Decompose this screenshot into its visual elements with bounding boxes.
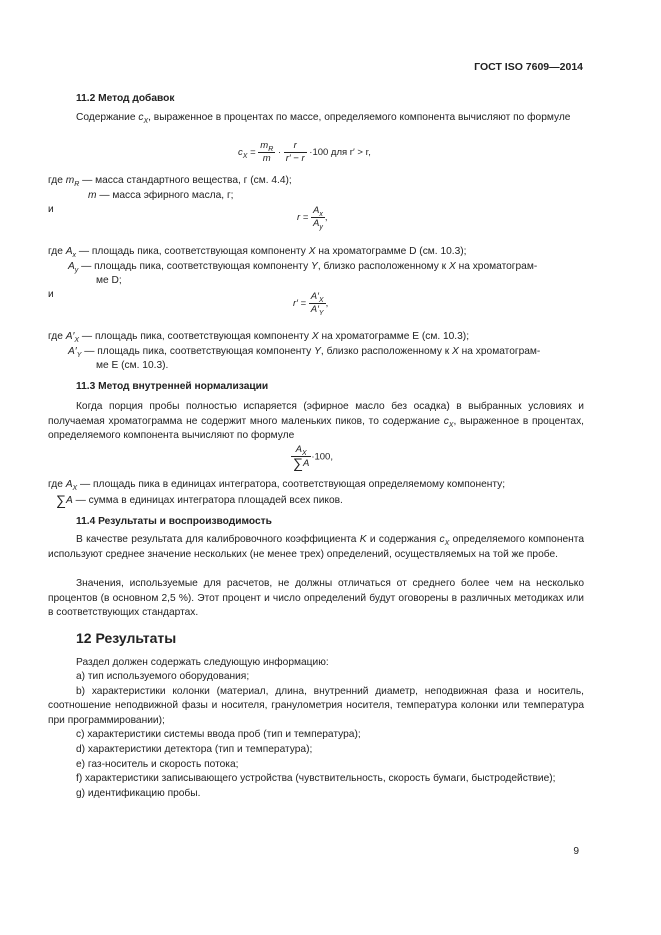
where-block-2: где $A_x$ — площадь пика, соответствующая компоненту X на хроматограмме D (см. 10.3); $A_y$ — площадь пика, соответствующая компоненту Y, близко расположенному к X на хроматограм- ме D; (48, 246, 538, 287)
results-list (48, 670, 584, 801)
list-item: c) характеристики системы ввода проб (тип и температура); (76, 729, 361, 741)
list-item: e) газ-носитель и скорость потока; (76, 758, 239, 770)
paragraph-11-4-2: Значения, используемые для расчетов, не должны отличаться от среднего более чем на несколько процентов (в основном 2,5 %). Этот процент и число определений будут оговорены в различных методиках или в соответствующих стандартах. (48, 578, 584, 619)
paragraph-11-4-1: В качестве результата для калибровочного коэффициента K и содержания $c_X$ определяемого компонента используют среднее значение нескольких (не менее трех) определений, осуществляемых на той же пробе. (48, 534, 584, 560)
list-item: d) характеристики детектора (тип и температура); (76, 743, 313, 755)
list-item: а) тип используемого оборудования; (76, 671, 250, 682)
paragraph-12-intro: Раздел должен содержать следующую информацию: (76, 657, 329, 668)
where-block-1: где $m_R$ — масса стандартного вещества, г (см. 4.4); m — масса эфирного масла, г; (48, 175, 292, 201)
where-block-3: где $A'_X$ — площадь пика, соответствующая компоненту X на хроматограмме E (см. 10.3); $A'_Y$ — площадь пика, соответствующая компоненту Y, близко расположенному к X на хроматограм- ме E (см. 10.3). (48, 331, 541, 372)
list-item: f) характеристики записывающего устройства (чувствительность, скорость бумаги, быстродействие); (76, 773, 556, 785)
conjunction-and-2: и (48, 289, 54, 300)
formula-r-prime: r′ = $\frac{A'_X}{A'_Y}$ , (293, 291, 329, 317)
list-item: g) идентификацию пробы. (76, 787, 201, 799)
section-heading-11-2: 11.2 Метод добавок (76, 93, 175, 104)
where-block-4: где $A_X$ — площадь пика в единицах интегратора, соответствующая определяемому компоненту; ∑A — сумма в единицах интегратора площадей всех пиков. (48, 479, 506, 508)
section-heading-12: 12 Результаты (76, 630, 177, 646)
paragraph-11-2: Содержание $c_X$, выраженное в процентах по массе, определяемого компонента вычисляют по формуле (76, 112, 571, 125)
formula-cx: $c_X$ = $\frac{m_R}{m}$ · $\frac{r}{r' - r}$ ·100 для r′ > r, (238, 140, 371, 164)
formula-normalization: $\frac{A_X}{\sum A}$ ·100, (293, 444, 333, 471)
section-heading-11-4: 11.4 Результаты и воспроизводимость (76, 516, 272, 527)
list-item: b) характеристики колонки (материал, длина, внутренний диаметр, неподвижная фаза и носитель, соотношение неподвижной фазы и носителя, гранулометрия носителя, температура колонки или температура при программировании); (48, 685, 584, 726)
page-number: 9 (573, 846, 579, 857)
section-heading-11-3: 11.3 Метод внутренней нормализации (76, 381, 269, 392)
conjunction-and-1: и (48, 204, 54, 215)
formula-r: r = $\frac{A_x}{A_y}$ , (297, 205, 328, 231)
paragraph-11-3: Когда порция пробы полностью испаряется (эфирное масло без осадка) в выбранных условиях и получаемая хроматограмма не содержит много маленьких пиков, то содержание $c_X$, выраженное в процентах, определяемого компонента вычисляют по формуле (48, 401, 584, 442)
document-header: ГОСТ ISO 7609—2014 (474, 61, 583, 73)
